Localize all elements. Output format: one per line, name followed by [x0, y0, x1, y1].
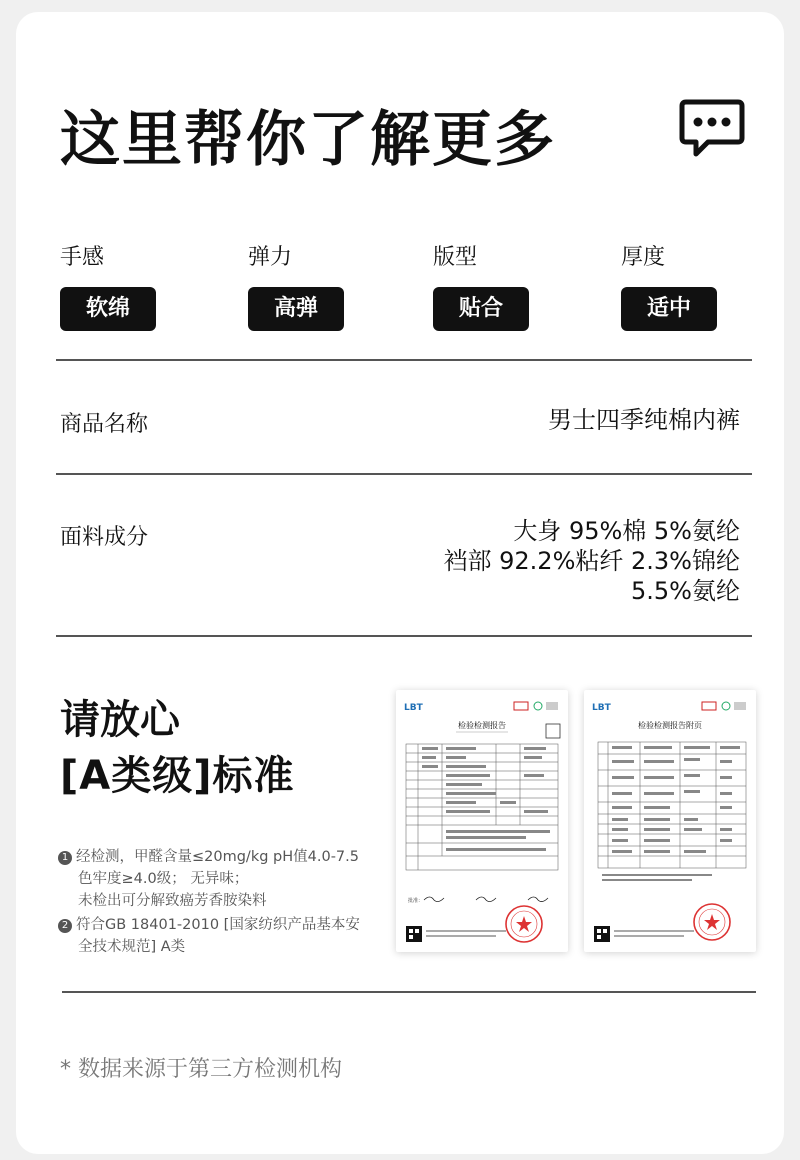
standard-note: 2 符合GB 18401-2010 [国家纺织产品基本安 全技术规范] A类: [58, 914, 388, 958]
attr-value-badge: 高弹: [248, 287, 344, 331]
note-number-badge: 2: [58, 919, 72, 933]
divider: [56, 635, 752, 637]
fabric-line: 5.5%氨纶: [631, 577, 740, 605]
svg-text:LBT: LBT: [592, 703, 611, 713]
assurance-grade: [A类级]标准: [60, 753, 295, 799]
data-source-footnote: * 数据来源于第三方检测机构: [60, 1057, 342, 1082]
report-appendix-image: [584, 690, 756, 952]
attr-label: 弹力: [248, 245, 293, 270]
page-title: 这里帮你了解更多: [60, 105, 556, 175]
svg-text:LBT: LBT: [404, 703, 423, 713]
attr-value-badge: 软绵: [60, 287, 156, 331]
attr-hand-feel: [60, 240, 156, 331]
divider: [56, 473, 752, 475]
divider: [56, 359, 752, 361]
test-report-page-2: [584, 690, 756, 952]
attr-label: 版型: [433, 245, 478, 270]
svg-text:检验检测报告附页: 检验检测报告附页: [638, 721, 702, 730]
attr-value-badge: 贴合: [433, 287, 529, 331]
fabric-label: 面料成分: [60, 525, 149, 550]
report-document-image: [396, 690, 568, 952]
assurance-heading: 请放心: [60, 697, 180, 743]
attr-label: 手感: [60, 245, 105, 270]
product-name-value: 男士四季纯棉内裤: [548, 406, 740, 434]
svg-text:检验检测报告: 检验检测报告: [458, 721, 506, 730]
fabric-composition: [444, 516, 740, 606]
divider: [62, 991, 756, 993]
note-number-badge: 1: [58, 851, 72, 865]
fabric-line: 裆部 92.2%粘纤 2.3%锦纶: [443, 547, 740, 575]
attr-value-badge: 适中: [621, 287, 717, 331]
fabric-line: 大身 95%棉 5%氨纶: [513, 517, 740, 545]
chat-bubble-dots-icon: [678, 98, 746, 162]
attr-label: 厚度: [621, 245, 666, 270]
product-name-label: 商品名称: [60, 412, 149, 437]
attr-elasticity: [248, 240, 344, 331]
test-result-note: 1 经检测，甲醛含量≤20mg/kg pH值4.0-7.5 色牢度≥4.0级； 无异味； 未检出可分解致癌芳香胺染料: [58, 846, 388, 912]
attr-thickness: [621, 240, 717, 331]
test-report-page-1: [396, 690, 568, 952]
svg-text:批准：: 批准：: [408, 898, 424, 904]
attr-fit: [433, 240, 529, 331]
